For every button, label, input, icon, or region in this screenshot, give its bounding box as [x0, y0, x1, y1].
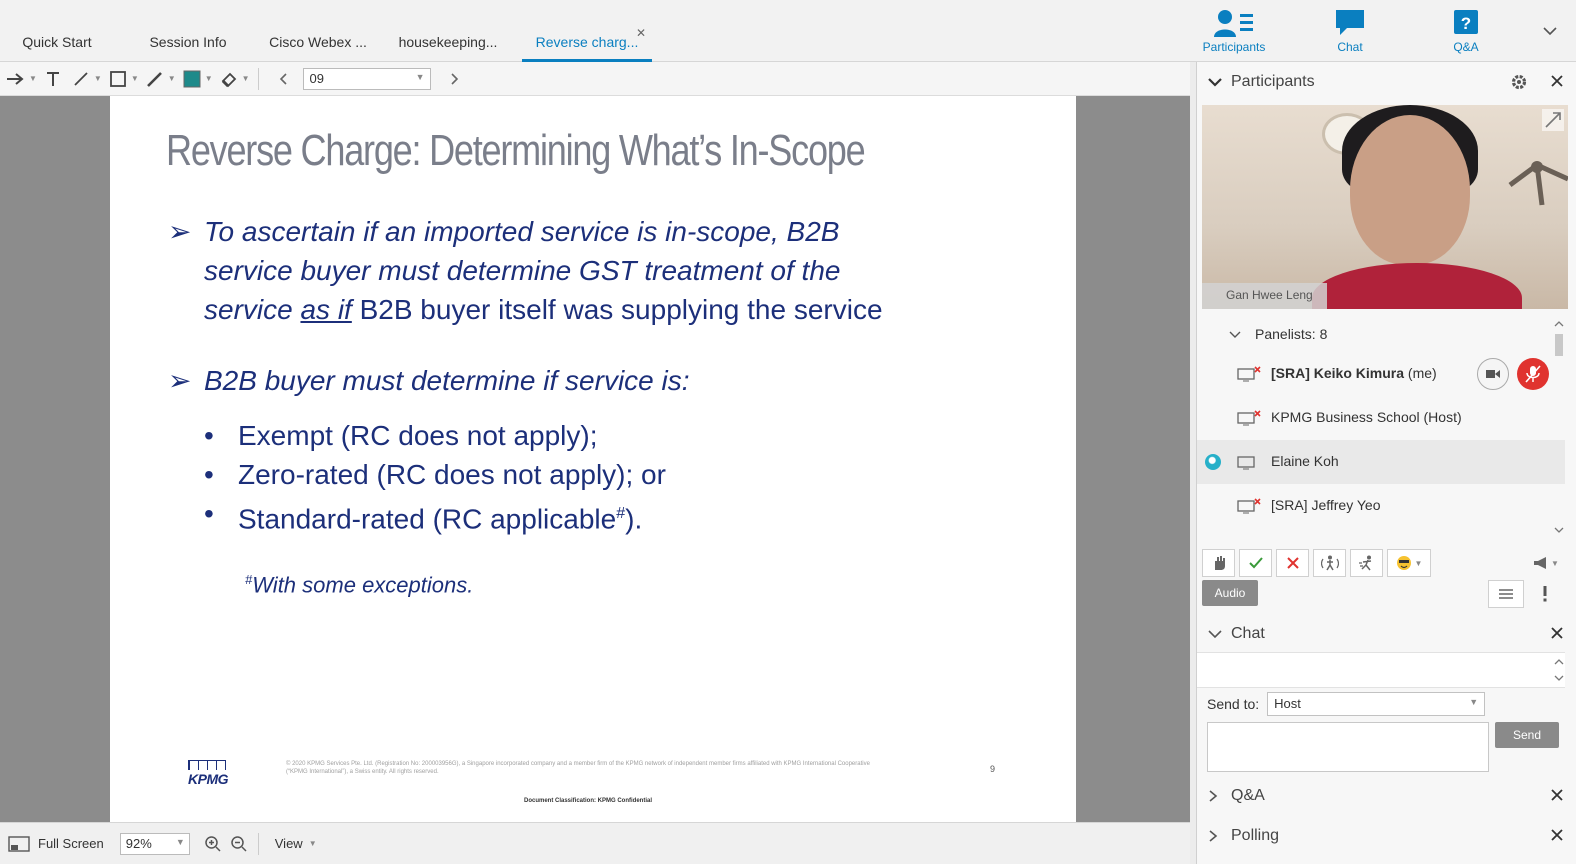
kpmg-logo-text: KPMG [188, 771, 228, 787]
right-panel [1196, 62, 1576, 864]
chevron-right-icon[interactable] [1207, 829, 1225, 843]
list-options-icon[interactable] [1488, 580, 1524, 608]
panelists-group[interactable] [1197, 316, 1565, 352]
send-to-value: Host [1274, 696, 1301, 711]
close-icon[interactable] [1549, 827, 1565, 848]
tab-label: Quick Start [22, 34, 92, 50]
bullet-1-line-3 [204, 290, 1024, 329]
qa-icon [1451, 8, 1481, 38]
tab-housekeeping[interactable] [374, 0, 522, 62]
kpmg-logo-bars [188, 760, 226, 770]
sub-bullet: • Zero-rated (RC does not apply); or [204, 455, 666, 494]
participants-panel-header[interactable] [1197, 64, 1576, 100]
tab-reverse-charge[interactable] [522, 0, 652, 62]
active-status-icon [1205, 454, 1221, 470]
participant-name: KPMG Business School (Host) [1271, 409, 1462, 425]
yes-check-icon[interactable] [1239, 549, 1272, 577]
send-to-row [1207, 692, 1485, 716]
toolbar-divider [258, 68, 259, 90]
ceiling-fan [1502, 155, 1568, 215]
no-video-computer-icon [1237, 498, 1261, 514]
slide-title: Reverse Charge: Determining What’s In-Scope [166, 126, 865, 175]
pen-tool-icon[interactable] [143, 66, 167, 92]
document-tabs [0, 0, 652, 62]
tab-quick-start[interactable] [0, 0, 114, 62]
zoom-value: 92% [125, 835, 152, 851]
megaphone-icon[interactable] [1528, 549, 1564, 577]
gear-icon[interactable] [1509, 72, 1529, 97]
participant-row[interactable] [1197, 484, 1565, 528]
chevron-down-icon: ▼ [308, 839, 317, 848]
tab-session-info[interactable] [114, 0, 262, 62]
sub-bullet-text: ). [625, 503, 643, 535]
participants-panel-title: Participants [1231, 73, 1315, 90]
chat-scroll-icon[interactable] [1553, 657, 1565, 683]
scroll-up-icon[interactable] [1553, 320, 1565, 328]
chat-panel-title: Chat [1231, 625, 1265, 642]
muted-microphone-icon [1525, 365, 1541, 383]
speaker-name-tag: Gan Hwee Leng [1202, 283, 1327, 309]
view-menu[interactable] [275, 836, 317, 851]
bullet-2 [168, 361, 1024, 400]
arrow-bullet-icon: ➢ [168, 216, 192, 247]
alert-icon[interactable] [1530, 580, 1560, 608]
feedback-toolbar [1202, 548, 1568, 578]
computer-icon [1237, 454, 1261, 470]
annotation-toolbar [0, 62, 1190, 96]
full-screen-label: Full Screen [38, 836, 104, 851]
tab-label: Cisco Webex ... [269, 34, 367, 50]
participant-me-suffix: (me) [1404, 365, 1437, 381]
pointer-arrow-icon[interactable] [4, 66, 28, 92]
line-tool-icon[interactable] [69, 66, 93, 92]
bullet-1-text: B2B buyer itself was supplying the service [351, 294, 883, 325]
polling-panel-header[interactable] [1197, 818, 1576, 854]
video-toggle-button[interactable] [1477, 358, 1509, 390]
zoom-out-icon[interactable] [230, 835, 248, 853]
top-bar [0, 0, 1576, 62]
text-tool-icon[interactable] [41, 66, 65, 92]
presentation-slide[interactable] [110, 96, 1076, 822]
chevron-down-icon[interactable]: ▼ [130, 74, 139, 83]
tab-label: Reverse charg... [535, 34, 639, 50]
full-screen-button[interactable] [8, 835, 104, 853]
close-icon[interactable] [1549, 625, 1565, 646]
tab-label: housekeeping... [398, 34, 498, 50]
tab-label: Session Info [149, 34, 227, 50]
svg-text:?: ? [1460, 14, 1472, 33]
participant-name [1271, 365, 1437, 381]
legal-notice: © 2020 KPMG Services Pte. Ltd. (Registration No: 200003956G), a Singapore incorporated company and a member firm of the KPMG network of independent member firms affiliated with KPMG International Cooperative (“KPMG International”), a Swiss entity. All rights reserved. [286, 761, 870, 775]
participant-row[interactable] [1197, 352, 1565, 396]
slide-page-number: 9 [990, 764, 996, 774]
chat-message-input[interactable] [1207, 722, 1489, 772]
bullet-1-emphasis: as if [300, 294, 352, 325]
go-slower-icon[interactable] [1313, 549, 1346, 577]
participants-label: Participants [1202, 40, 1266, 54]
next-page-icon[interactable] [443, 66, 467, 92]
chevron-down-icon: ▼ [1551, 558, 1559, 568]
go-faster-icon[interactable] [1350, 549, 1383, 577]
statusbar-divider [258, 833, 259, 855]
footnote [245, 572, 473, 598]
more-chevron-icon[interactable] [1524, 0, 1576, 62]
tab-close-icon[interactable]: ✕ [635, 26, 646, 40]
polling-panel-title: Polling [1231, 827, 1280, 844]
speaker-face [1350, 115, 1470, 265]
chevron-down-icon[interactable] [1229, 326, 1241, 342]
status-bar [0, 822, 1190, 864]
page-number-value: 09 [309, 70, 324, 86]
emoticon-menu[interactable] [1387, 549, 1431, 577]
participant-name: [SRA] Jeffrey Yeo [1271, 497, 1381, 513]
participant-row[interactable] [1197, 440, 1565, 484]
chevron-down-icon: ▼ [1414, 558, 1423, 568]
chevron-down-icon[interactable] [1207, 76, 1225, 88]
chevron-down-icon[interactable]: ▼ [29, 74, 37, 83]
bullet-1-line-1: To ascertain if an imported service is in-scope, B2B [204, 216, 840, 247]
speaker-shirt [1312, 263, 1522, 309]
superscript-mark: # [616, 505, 626, 522]
emoticon-icon [1396, 555, 1412, 571]
participant-list [1197, 316, 1565, 528]
chat-label: Chat [1337, 40, 1363, 54]
chevron-right-icon[interactable] [1207, 789, 1225, 803]
close-icon[interactable] [1549, 787, 1565, 808]
active-speaker-video[interactable] [1202, 105, 1568, 309]
kpmg-logo [188, 760, 228, 787]
sub-bullet [204, 494, 666, 538]
chat-icon [1333, 8, 1367, 38]
tab-cisco-webex[interactable] [262, 0, 374, 62]
send-to-label: Send to: [1207, 696, 1260, 712]
participant-list-scrollbar[interactable] [1553, 316, 1565, 540]
chevron-down-icon: ▼ [415, 71, 425, 82]
chevron-down-icon[interactable]: ▼ [204, 74, 213, 83]
mute-toggle-button[interactable] [1517, 358, 1549, 390]
expand-video-icon[interactable] [1542, 109, 1564, 131]
send-button[interactable]: Send [1495, 722, 1559, 748]
chat-history[interactable] [1197, 652, 1565, 688]
sub-bullet-list [204, 416, 666, 538]
audio-row [1202, 580, 1568, 608]
video-camera-icon [1486, 368, 1500, 380]
no-cross-icon[interactable] [1276, 549, 1309, 577]
audio-button[interactable]: Audio [1202, 580, 1258, 606]
no-video-computer-icon [1237, 366, 1261, 382]
participant-row[interactable] [1197, 396, 1565, 440]
previous-page-icon[interactable] [271, 66, 295, 92]
chevron-down-icon[interactable]: ▼ [93, 74, 102, 83]
chat-panel-header[interactable] [1197, 616, 1576, 652]
bullet-1-line-2: service buyer must determine GST treatment of the [204, 255, 841, 286]
chevron-down-icon: ▼ [175, 836, 185, 847]
footnote-text: With some exceptions. [252, 572, 474, 598]
scrollbar-thumb[interactable] [1555, 334, 1563, 356]
slide-stage [0, 96, 1190, 822]
eraser-icon[interactable] [217, 66, 241, 92]
page-number-select[interactable] [303, 68, 431, 90]
bullet-2-text: B2B buyer must determine if service is: [204, 365, 690, 396]
zoom-select[interactable] [120, 833, 190, 855]
scroll-down-icon[interactable] [1553, 526, 1565, 534]
bullet-1-text: service [204, 294, 301, 325]
panelists-count: Panelists: 8 [1255, 326, 1328, 342]
color-picker-icon[interactable] [180, 66, 204, 92]
chevron-down-icon[interactable] [1207, 628, 1225, 640]
chevron-down-icon[interactable]: ▼ [167, 74, 176, 83]
participants-button[interactable] [1176, 0, 1292, 62]
send-to-select[interactable] [1267, 692, 1485, 716]
full-screen-icon [8, 835, 30, 853]
top-tools [1176, 0, 1576, 62]
participant-name-bold: [SRA] Keiko Kimura [1271, 365, 1405, 381]
participants-icon [1213, 8, 1255, 38]
chevron-down-icon[interactable]: ▼ [241, 74, 250, 83]
document-classification: Document Classification: KPMG Confidential [524, 798, 653, 804]
qa-label: Q&A [1453, 40, 1479, 54]
close-icon[interactable] [1549, 73, 1565, 94]
raise-hand-icon[interactable] [1202, 549, 1235, 577]
participant-name: Elaine Koh [1271, 453, 1339, 469]
chevron-down-icon: ▼ [1469, 697, 1479, 707]
sub-bullet-text: Standard-rated (RC applicable [238, 503, 617, 535]
zoom-in-icon[interactable] [204, 835, 222, 853]
qa-panel-header[interactable] [1197, 778, 1576, 814]
view-label: View [274, 836, 303, 851]
qa-button[interactable] [1408, 0, 1524, 62]
qa-panel-title: Q&A [1231, 787, 1265, 804]
arrow-bullet-icon: ➢ [168, 365, 192, 396]
sub-bullet: • Exempt (RC does not apply); [204, 416, 666, 455]
footnote-mark: # [245, 572, 253, 587]
bullet-1 [168, 212, 1024, 329]
no-video-computer-icon [1237, 410, 1261, 426]
rectangle-tool-icon[interactable] [106, 66, 130, 92]
chat-button[interactable] [1292, 0, 1408, 62]
